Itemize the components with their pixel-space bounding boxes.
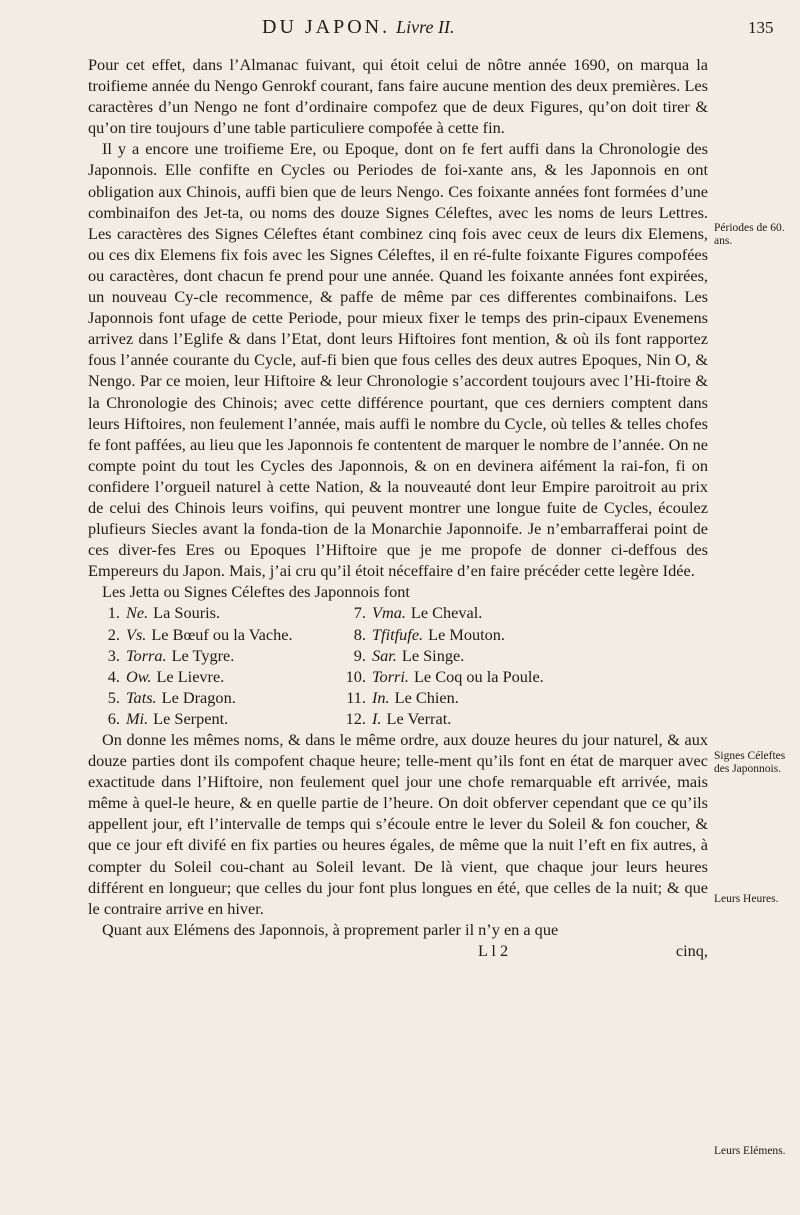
sign-item: 3. Torra. Le Tygre. <box>107 645 235 665</box>
running-head-book: Livre II. <box>396 17 455 37</box>
sign-item: 9. Sar. Le Singe. <box>353 645 465 665</box>
margin-note-signs: Signes Céleftes des Japonnois. <box>714 750 786 775</box>
margin-note-elements: Leurs Elémens. <box>714 1145 786 1157</box>
main-text <box>88 54 708 961</box>
paragraph-4: On donne les mêmes noms, & dans le même ordre, aux douze heures du jour naturel, & aux douze parties dont ils compofent chaque heure; telle-ment qu’ils font en état de marquer avec exactitude dans l’Hiftoire, non feulement quel jour une chofe remarquable eft arrivée, mais même à quel-le heure, & en quelle partie de l’heure. On doit obferver cependant que ce qu’ils appellent jour, eft l’intervalle de temps qui s’écoule entre le lever du Soleil & fon coucher, & que ce jour eft divifé en fix parties ou heures égales, de même que la nuit l’eft en fix autres, à compter du Soleil cou-chant au Soleil levant. De là vient, que chaque jour leurs heures différent en longueur; que celles du jour font plus longues en été, que celles de la nuit; & que le contraire arrive en hiver. <box>88 730 708 918</box>
running-head <box>262 16 454 39</box>
sign-item: 1. Ne. La Souris. <box>107 603 221 623</box>
margin-note-periods: Périodes de 60. ans. <box>714 222 785 247</box>
sign-item: 8. Tfitfufe. Le Mouton. <box>353 624 505 644</box>
sign-item: 6. Mi. Le Serpent. <box>107 708 229 728</box>
paragraph-2: Il y a encore une troifieme Ere, ou Epoque, dont on fe fert auffi dans la Chronologie des Japonnois. Elle confifte en Cycles ou Periodes de foi-xante ans, & les Japonnois en ont obligation aux Chinois, auffi bien que de leurs Nengo. Ces foixante années font formées d’une combinaifon des Jet-ta, ou noms des douze Signes Céleftes, avec les noms de leurs Lettres. Les caractères des Signes Céleftes étant combinez cinq fois avec ceux de leurs dix Elemens, ou ces dix Elemens fix fois avec les Signes Céleftes, il en ré-fulte foixante Figures compofées ou caractères, dont chacun fe prend pour une année. Quand les foixante années font expirées, un nouveau Cy-cle recommence, & paffe de même par ces differentes combinaifons. Les Japonnois font ufage de cette Periode, pour mieux fixer le temps des prin-cipaux Evenemens arrivez dans l’Eglife & dans l’Etat, dont leurs Hiftoires font mention, & où ils font rapportez fous l’année courante du Cycle, auf-fi bien que fous celles des deux autres Epoques, Nin O, & Nengo. Par ce moien, leur Hiftoire & leur Chronologie s’accordent toujours avec l’Hi-ftoire & la Chronologie des Chinois; avec cette différence pourtant, que ces derniers comptent dans leurs Hiftoires, non feulement l’année, mais auffi le nombre du Cycle, où telles & telles chofes fe font paffées, au lieu que les Japonnois fe contentent de marquer le nombre de l’année. On ne compte point du tout les Cycles des Japonnois, & on en devinera aifément la rai-fon, fi on confidere l’orgueil naturel à cette Nation, & la nouveauté dont leur Empire paroitroit au prix de celui des Chinois leurs voifins, qui peuvent montrer une longue fuite de Cycles, écoulez plufieurs Siecles avant la fonda-tion de la Monarchie Japonnoife. Je n’embarrafferai point de ces diver-fes Eres ou Epoques l’Hiftoire que je me propofe de donner ci-deffous des Empereurs du Japon. Mais, j’ai cru qu’il étoit néceffaire d’en faire précéder cette legère Idée. <box>88 139 708 581</box>
sign-item: 12. I. Le Verrat. <box>345 708 452 728</box>
margin-note-hours: Leurs Heures. <box>714 893 779 905</box>
page-number: 135 <box>748 18 774 37</box>
sign-item: 5. Tats. Le Dragon. <box>107 687 236 707</box>
running-head-title: DU JAPON. <box>262 16 391 38</box>
sign-item: 4. Ow. Le Lievre. <box>107 666 225 686</box>
catchword: cinq, <box>675 940 708 960</box>
paragraph-1: Pour cet effet, dans l’Almanac fuivant, qui étoit celui de nôtre année 1690, on marqua la troifieme année du Nengo Genrokf courant, fans faire aucune mention des deux premières. Les caractères d’un Nengo ne font d’ordinaire compofez que de deux Figures, qu’on doit tirer & qu’on tire toujours d’une table particuliere compofée à cette fin. <box>88 55 708 138</box>
sign-item: 2. Vs. Le Bœuf ou la Vache. <box>107 624 293 644</box>
page-header <box>0 14 800 44</box>
sign-item: 11. In. Le Chien. <box>346 687 459 707</box>
paragraph-5: Quant aux Elémens des Japonnois, à proprement parler il n’y en a que <box>102 919 559 939</box>
celestial-signs-list <box>98 602 708 729</box>
sign-item: 10. Torri. Le Coq ou la Poule. <box>345 666 544 686</box>
signature-mark: L l 2 <box>478 940 509 960</box>
sign-item: 7. Vma. Le Cheval. <box>353 603 483 623</box>
page-footer <box>88 940 708 961</box>
paragraph-3: Les Jetta ou Signes Céleftes des Japonnois font <box>102 582 410 602</box>
